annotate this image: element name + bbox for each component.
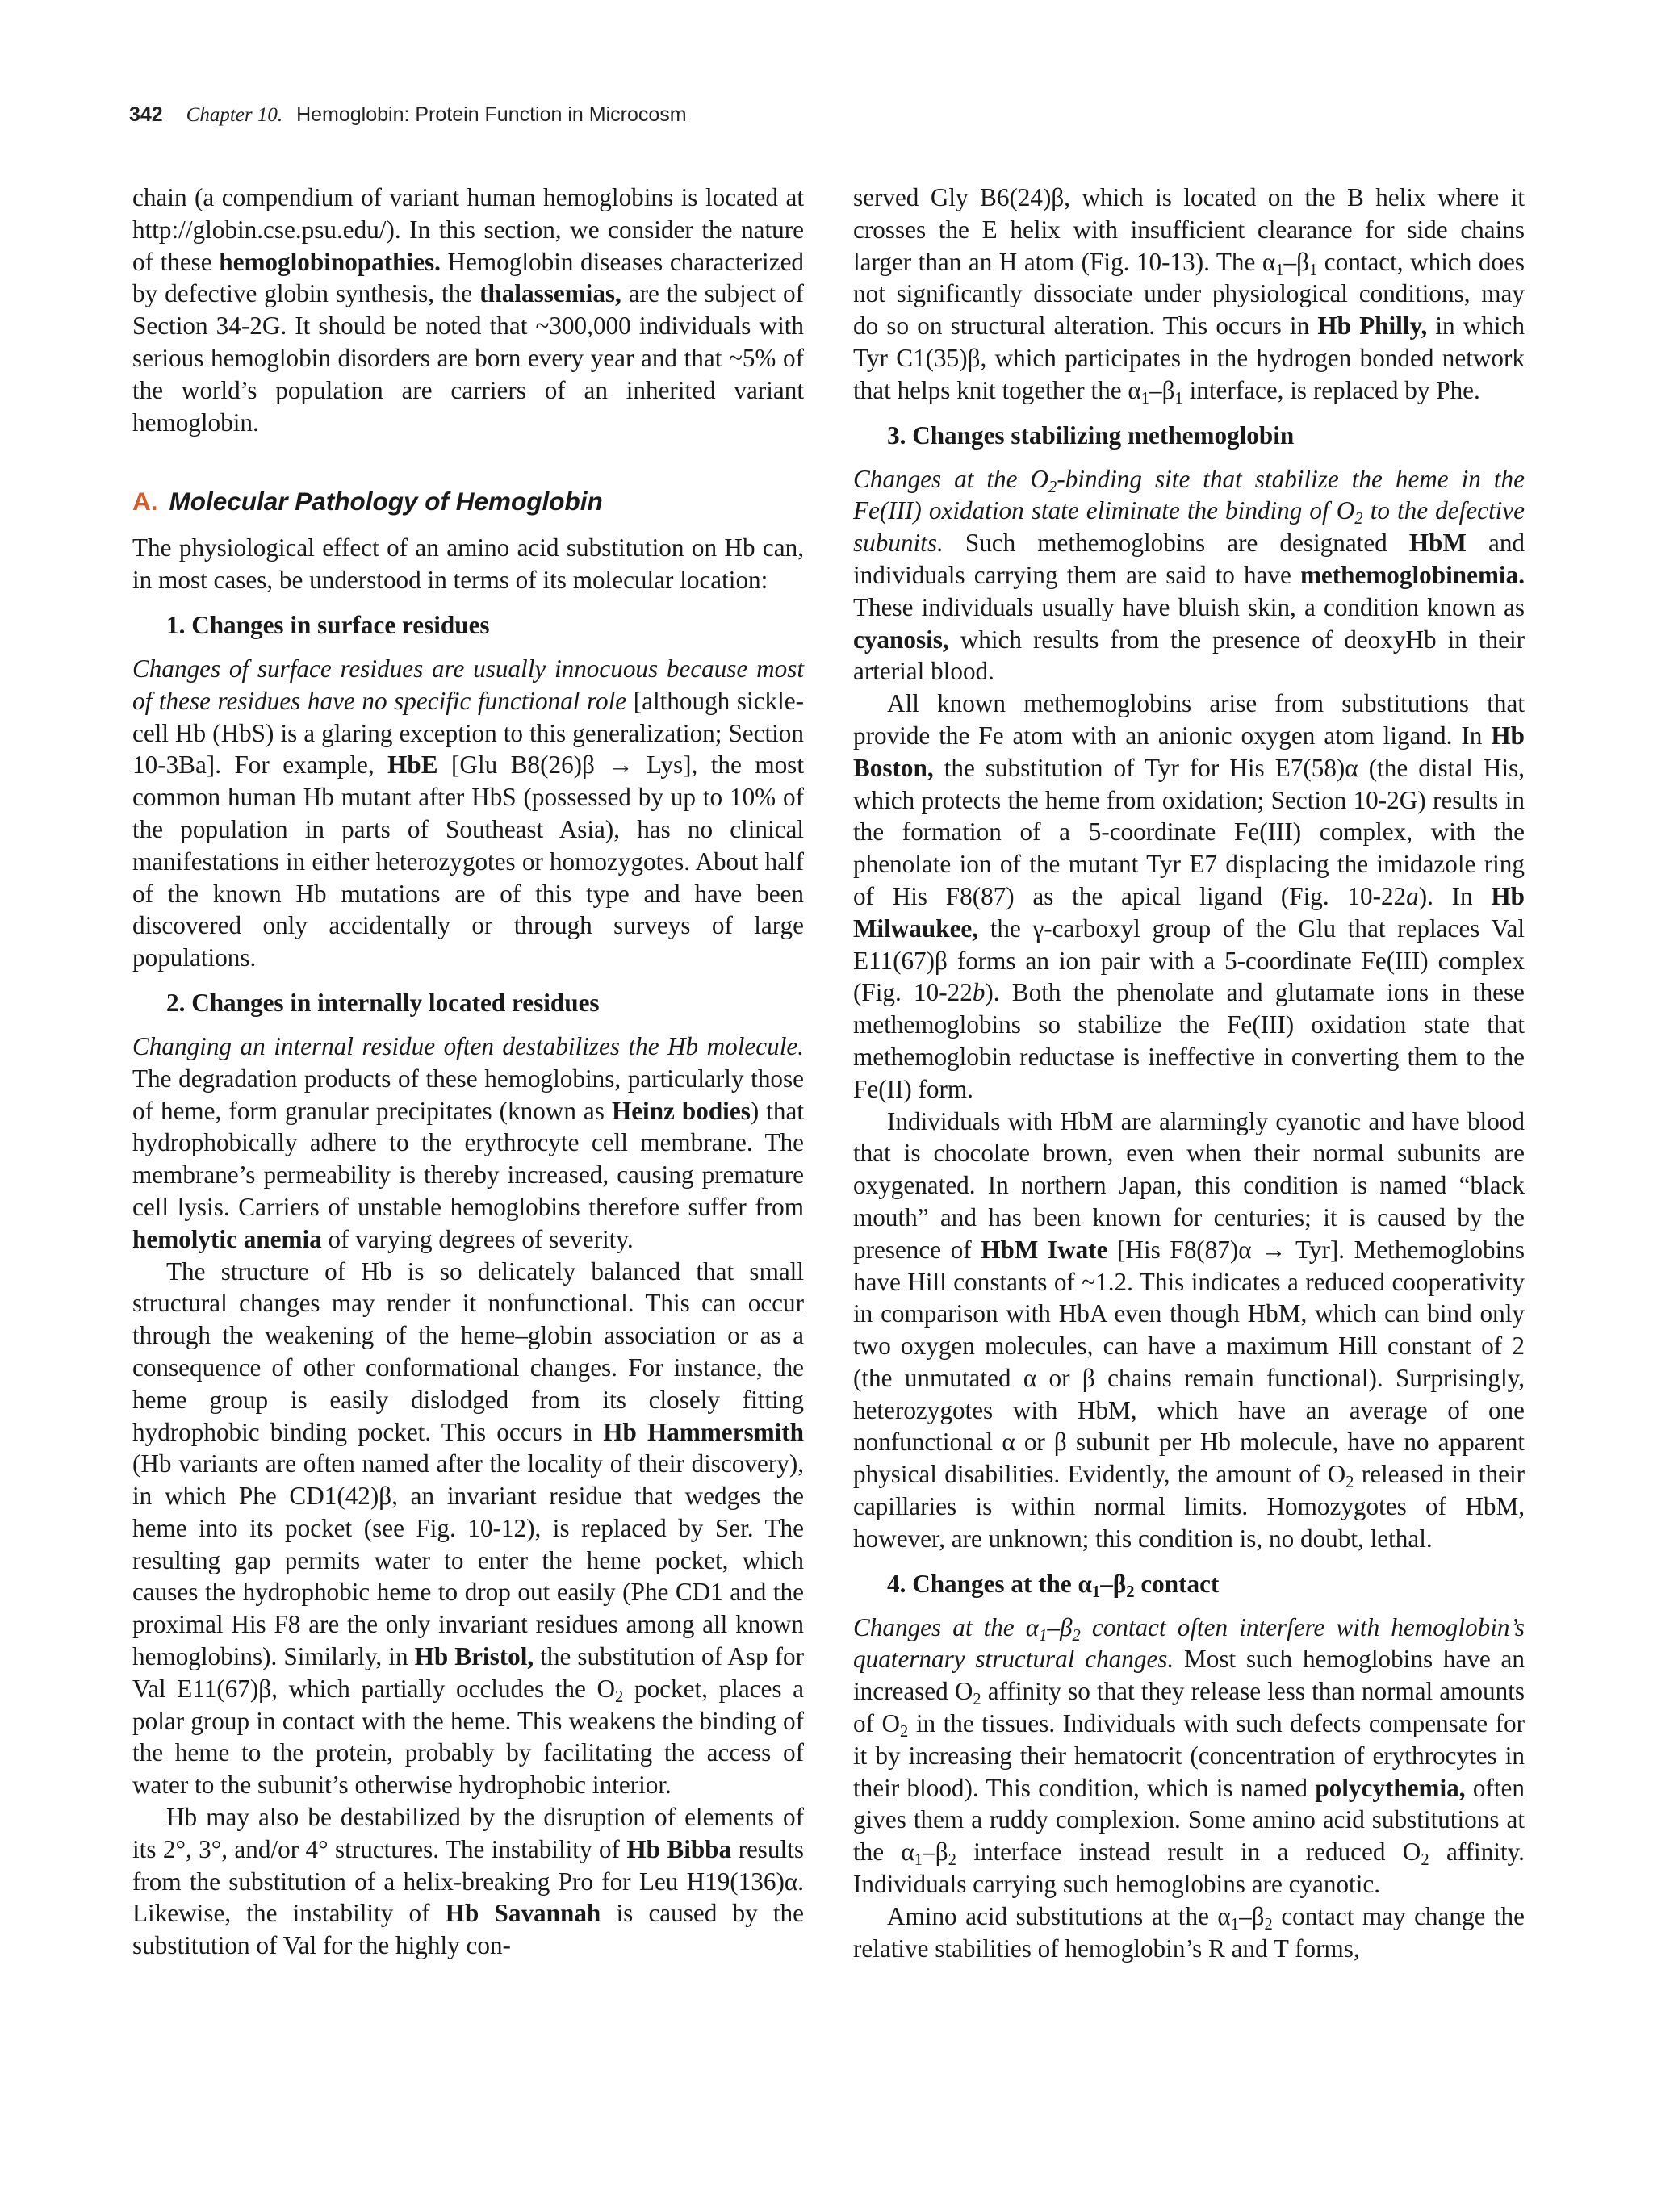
subsection-heading: 4. Changes at the $\alpha_1-\beta_2$ contact <box>887 1569 1220 1601</box>
right-column <box>853 182 1525 1964</box>
subsection-heading: 3. Changes stabilizing methemoglobin <box>887 420 1295 450</box>
paragraph: All known methemoglobins arise from substitutions that provide the Fe atom with an anionic oxygen atom ligand. In Hb Boston, the substitution of Tyr for His E7(58)α (the distal His, which protects the heme from oxidation; Section 10-2G) results in the formation of a 5-coordinate Fe(III) complex, with the phenolate ion of the mutant Tyr E7 displacing the imidazole ring of His F8(87) as the apical ligand (Fig. 10-22a). In Hb Milwaukee, the γ-carboxyl group of the Glu that replaces Val E11(67)β forms an ion pair with a 5-coordinate Fe(III) complex (Fig. 10-22b). Both the phenolate and glutamate ions in these methemoglobins so stabilize the Fe(III) oxidation state that methemoglobin reductase is ineffective in converting them to the Fe(II) form. <box>853 689 1525 1103</box>
paragraph: Changes of surface residues are usually innocuous because most of these residues have no specific functional role [although sickle-cell Hb (HbS) is a glaring exception to this generalization; Section 10-3Ba]. For example, HbE [Glu B8(26)β → Lys], the most common human Hb mutant after HbS (possessed by up to 10% of the population in parts of Southeast Asia), has no clinical manifestations in either heterozygotes or homozygotes. About half of the known Hb mutations are of this type and have been discovered only accidentally or through surveys of large populations. <box>132 654 804 972</box>
paragraph: Changes at the $O_2$-binding site that stabilize the heme in the Fe(III) oxidation state eliminate the binding of $O_2$ to the defective subunits. Such methemoglobins are designated HbM and individuals carrying them are said to have methemoglobinemia. These individuals usually have bluish skin, a condition known as cyanosis, which results from the presence of deoxyHb in their arterial blood. <box>853 464 1525 686</box>
section-heading <box>132 485 804 517</box>
page-number: 342 <box>129 103 163 126</box>
section-title: Molecular Pathology of Hemoglobin <box>169 487 603 516</box>
running-head <box>129 103 1534 127</box>
paragraph: Individuals with HbM are alarmingly cyanotic and have blood that is chocolate brown, even when their normal subunits are oxygenated. In northern Japan, this condition is named “black mouth” and has been known for centuries; it is caused by the presence of HbM Iwate [His F8(87)α → Tyr]. Methemoglobins have Hill constants of ~1.2. This indicates a reduced cooperativity in comparison with HbA even though HbM, which can bind only two oxygen molecules, can have a maximum Hill constant of 2 (the unmutated α or β chains remain functional). Surprisingly, heterozygotes with HbM, which have an average of one nonfunctional α or β subunit per Hb molecule, have no apparent physical disabilities. Evidently, the amount of $O_2$ released in their capillaries is within normal limits. Homozygotes of HbM, however, are unknown; this condition is, no doubt, lethal. <box>853 1106 1525 1553</box>
section-letter: A. <box>132 487 158 516</box>
left-column <box>132 182 804 1962</box>
chapter-label: Chapter 10. <box>186 104 283 126</box>
chapter-title: Hemoglobin: Protein Function in Microcosm <box>296 103 687 126</box>
paragraph: Changes at the $\alpha_1-\beta_2$ contact often interfere with hemoglobin’s quaternary structural changes. Most such hemoglobins have an increased $O_2$ affinity so that they release less than normal amounts of $O_2$ in the tissues. Individuals with such defects compensate for it by increasing their hematocrit (concentration of erythrocytes in their blood). This condition, which is named polycythemia, often gives them a ruddy complexion. Some amino acid substitutions at the $\alpha_1-\beta_2$ interface instead result in a reduced $O_2$ affinity. Individuals carrying such hemoglobins are cyanotic. <box>853 1612 1525 1899</box>
paragraph: Hb may also be destabilized by the disruption of elements of its 2°, 3°, and/or 4° structures. The instability of Hb Bibba results from the substitution of a helix-breaking Pro for Leu H19(136)α. Likewise, the instability of Hb Savannah is caused by the substitution of Val for the highly con- <box>132 1803 804 1960</box>
paragraph: chain (a compendium of variant human hemoglobins is located at http://globin.cse.psu.edu/). In this section, we consider the nature of these hemoglobinopathies. Hemoglobin diseases characterized by defective globin synthesis, the thalassemias, are the subject of Section 34-2G. It should be noted that ~300,000 individuals with serious hemoglobin disorders are born every year and that ~5% of the world’s population are carriers of an inherited variant hemoglobin. <box>132 183 805 437</box>
paragraph: served Gly B6(24)β, which is located on the B helix where it crosses the E helix with insufficient clearance for side chains larger than an H atom (Fig. 10-13). The $\alpha_1-\beta_1$ contact, which does not significantly dissociate under physiological conditions, may do so on structural alteration. This occurs in Hb Philly, in which Tyr C1(35)β, which participates in the hydrogen bonded network that helps knit together the $\alpha_1-\beta_1$ interface, is replaced by Phe. <box>853 183 1525 408</box>
subsection-heading: 2. Changes in internally located residues <box>166 988 600 1017</box>
paragraph: Changing an internal residue often destabilizes the Hb molecule. The degradation products of these hemoglobins, particularly those of heme, form granular precipitates (known as Heinz bodies) that hydrophobically adhere to the erythrocyte cell membrane. The membrane’s permeability is thereby increased, causing premature cell lysis. Carriers of unstable hemoglobins therefore suffer from hemolytic anemia of varying degrees of severity. <box>132 1031 805 1253</box>
paragraph: The physiological effect of an amino acid substitution on Hb can, in most cases, be understood in terms of its molecular location: <box>132 533 804 595</box>
subsection-heading: 1. Changes in surface residues <box>166 610 490 639</box>
paragraph: Amino acid substitutions at the $\alpha_1-\beta_2$ contact may change the relative stabilities of hemoglobin’s R and T forms, <box>853 1901 1525 1963</box>
paragraph: The structure of Hb is so delicately balanced that small structural changes may render it nonfunctional. This can occur through the weakening of the heme–globin association or as a consequence of other conformational changes. For instance, the heme group is easily dislodged from its closely fitting hydrophobic binding pocket. This occurs in Hb Hammersmith (Hb variants are often named after the locality of their discovery), in which Phe CD1(42)β, an invariant residue that wedges the heme into its pocket (see Fig. 10-12), is replaced by Ser. The resulting gap permits water to enter the heme pocket, which causes the hydrophobic heme to drop out easily (Phe CD1 and the proximal His F8 are the only invariant residues among all known hemoglobins). Similarly, in Hb Bristol, the substitution of Asp for Val E11(67)β, which partially occludes the $O_2$ pocket, places a polar group in contact with the heme. This weakens the binding of the heme to the protein, probably by facilitating the access of water to the subunit’s otherwise hydrophobic interior. <box>132 1257 805 1800</box>
